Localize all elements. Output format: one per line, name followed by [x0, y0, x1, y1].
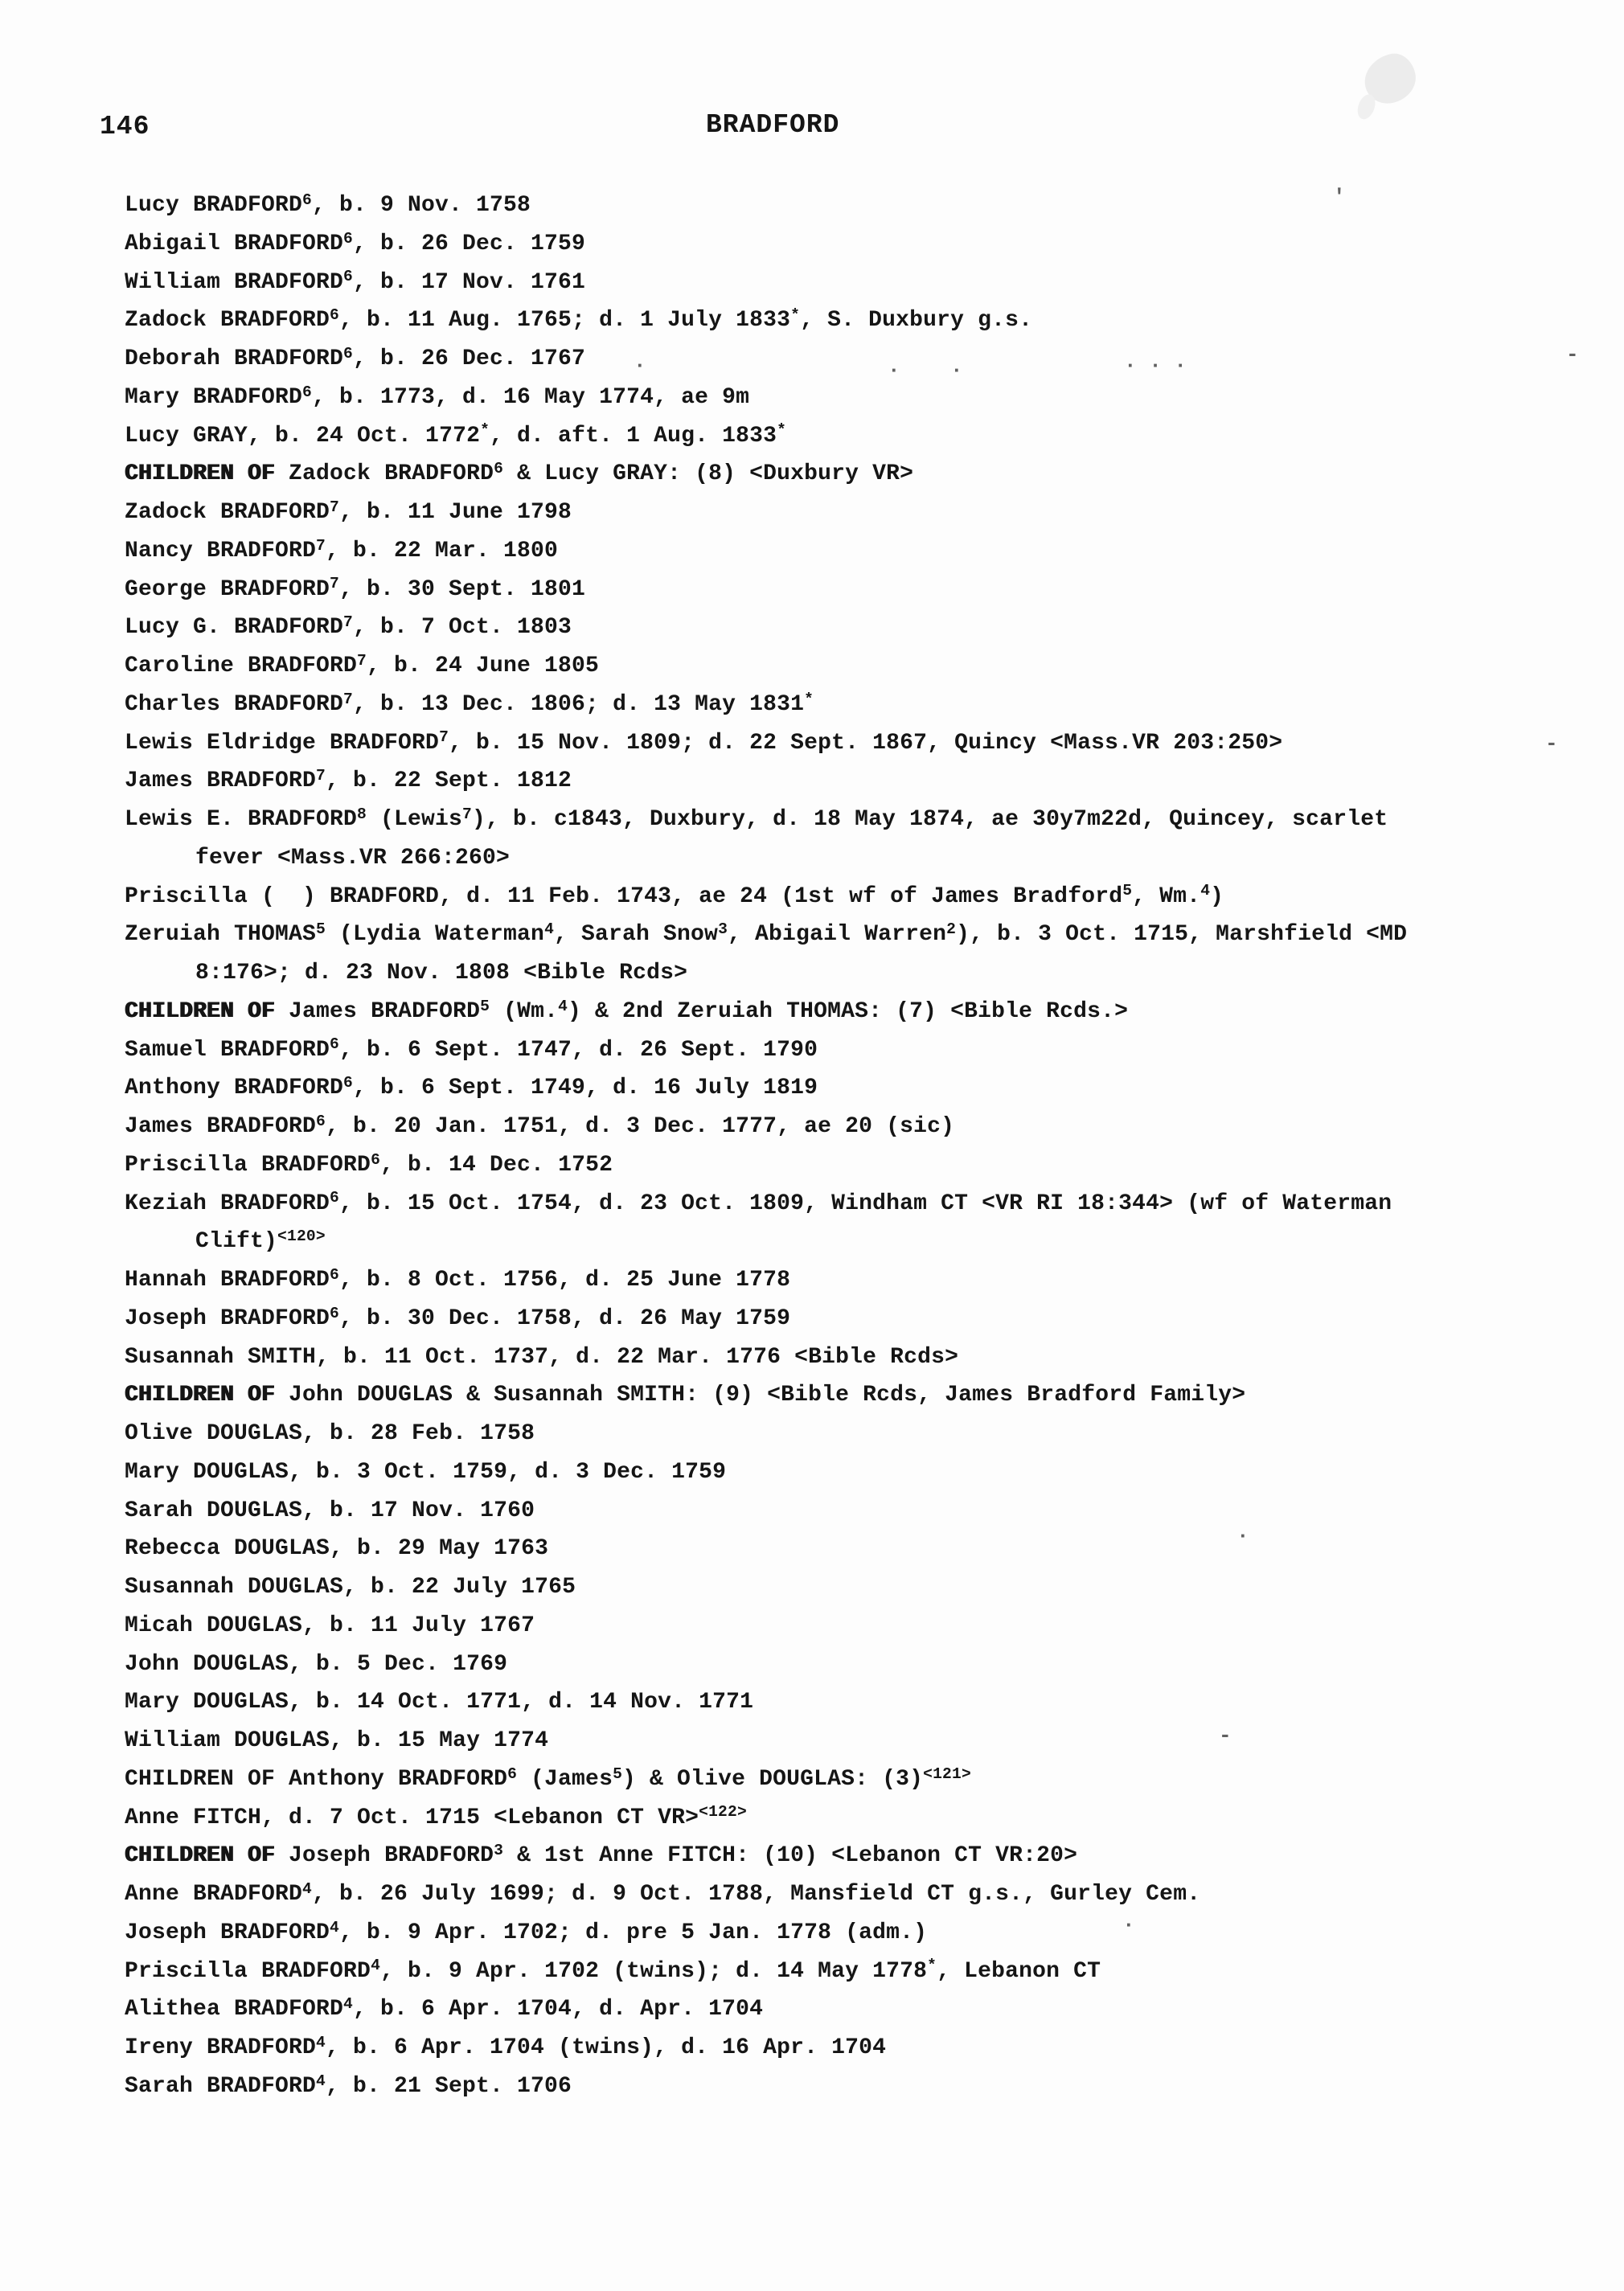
genealogy-entry: Hannah BRADFORD$^6$, b. 8 Oct. 1756, d. 25 June 1778 [125, 1265, 791, 1293]
generation-superscript: 6 [316, 1112, 326, 1130]
genealogy-entry: Lewis E. BRADFORD$^8$ (Lewis$^7$), b. c1843, Duxbury, d. 18 May 1874, ae 30y7m22d, Quincey, scarlet [125, 805, 1388, 832]
generation-superscript: * [804, 690, 814, 708]
children-heading: CHILDREN OF Anthony BRADFORD$^6$ (James$^5$) & Olive DOUGLAS: $(3)^{<121>}$ [125, 1764, 971, 1792]
generation-superscript: 7 [357, 651, 367, 670]
generation-superscript: 8 [357, 805, 367, 823]
genealogy-entry: Abigail BRADFORD$^6$, b. 26 Dec. 1759 [125, 229, 586, 256]
genealogy-entry: fever <Mass.VR 266:260> [195, 845, 511, 871]
genealogy-entry: Mary DOUGLAS, b. 14 Oct. 1771, d. 14 Nov. 1771 [125, 1690, 754, 1715]
genealogy-entry: Zadock BRADFORD$^7$, b. 11 June 1798 [125, 498, 572, 525]
genealogy-entry: Zadock BRADFORD$^6$, b. 11 Aug. 1765; d. 1 July 1833*, S. Duxbury g.s. [125, 306, 1033, 334]
scan-artifact: · [888, 359, 900, 383]
genealogy-entry: John DOUGLAS, b. 5 Dec. 1769 [125, 1651, 508, 1677]
genealogy-entry: Samuel BRADFORD$^6$, b. 6 Sept. 1747, d. 26 Sept. 1790 [125, 1035, 818, 1063]
generation-superscript: 6 [343, 344, 354, 363]
genealogy-entry: William DOUGLAS, b. 15 May 1774 [125, 1728, 549, 1753]
genealogy-entry: James BRADFORD$^7$, b. 22 Sept. 1812 [125, 767, 572, 794]
generation-superscript: 6 [371, 1150, 381, 1169]
scan-artifact: · · · [1124, 354, 1187, 378]
generation-superscript: 6 [330, 1035, 340, 1054]
genealogy-entry: Charles BRADFORD$^7$, b. 13 Dec. 1806; d. 13 May 1831* [125, 690, 814, 717]
genealogy-entry: Lucy G. BRADFORD$^7$, b. 7 Oct. 1803 [125, 613, 572, 641]
page-number: 146 [100, 112, 150, 141]
genealogy-entry: Deborah BRADFORD$^6$, b. 26 Dec. 1767 [125, 344, 586, 371]
generation-superscript: 4 [1200, 882, 1211, 900]
genealogy-entry: Anthony BRADFORD$^6$, b. 6 Sept. 1749, d. 16 July 1819 [125, 1074, 818, 1101]
generation-superscript: 3 [718, 920, 728, 939]
generation-superscript: 6 [494, 460, 504, 478]
generation-superscript: 4 [371, 1957, 381, 1975]
scan-artifact: · [634, 354, 646, 378]
generation-superscript: <120> [277, 1227, 326, 1246]
genealogy-entry: Olive DOUGLAS, b. 28 Feb. 1758 [125, 1421, 535, 1446]
children-of-label: CHILDREN OF [125, 1843, 289, 1869]
children-of-label: CHILDREN OF [125, 1383, 289, 1408]
genealogy-entry: Keziah BRADFORD$^6$, b. 15 Oct. 1754, d. 23 Oct. 1809, Windham CT <VR RI 18:344> (wf of Waterman [125, 1189, 1392, 1216]
genealogy-entry: Mary BRADFORD$^6$, b. 1773, d. 16 May 1774, ae 9m [125, 383, 750, 410]
generation-superscript: 4 [302, 1879, 313, 1898]
generation-superscript: 5 [316, 920, 326, 939]
generation-superscript: 7 [343, 613, 354, 632]
genealogy-entry-list [125, 186, 1588, 2106]
scan-artifact: · [950, 359, 963, 383]
generation-superscript: 7 [330, 498, 340, 516]
generation-superscript: 7 [343, 690, 354, 708]
generation-superscript: 6 [343, 268, 354, 286]
scan-artifact: · [1122, 1913, 1135, 1937]
generation-superscript: 6 [343, 1074, 354, 1092]
generation-superscript: 3 [494, 1842, 504, 1860]
scan-artifact: - [1545, 732, 1558, 756]
generation-superscript: 7 [462, 805, 473, 823]
genealogy-entry: Priscilla ( ) BRADFORD, d. 11 Feb. 1743, ae 24 (1st wf of James Bradford$^5$, Wm.$^4$) [125, 882, 1224, 909]
genealogy-entry: Joseph BRADFORD$^4$, b. 9 Apr. 1702; d. pre 5 Jan. 1778 (adm.) [125, 1918, 928, 1945]
generation-superscript: 6 [330, 1304, 340, 1322]
genealogy-entry: Priscilla BRADFORD$^6$, b. 14 Dec. 1752 [125, 1150, 613, 1178]
genealogy-entry: Lucy BRADFORD$^6$, b. 9 Nov. 1758 [125, 191, 531, 218]
children-heading: CHILDREN OF James BRADFORD$^5$ (Wm.$^4$) & 2nd Zeruiah THOMAS: (7) <Bible Rcds.> [125, 997, 1129, 1024]
generation-superscript: 6 [330, 1189, 340, 1207]
generation-superscript: 4 [330, 1918, 340, 1936]
generation-superscript: 6 [343, 229, 354, 248]
generation-superscript: 7 [439, 728, 449, 747]
genealogy-entry: Anne BRADFORD$^4$, b. 26 July 1699; d. 9 Oct. 1788, Mansfield CT g.s., Gurley Cem. [125, 1879, 1201, 1907]
children-of-label: CHILDREN OF [125, 461, 289, 487]
running-head-title: BRADFORD [706, 110, 840, 140]
generation-superscript: 4 [558, 997, 568, 1015]
genealogy-entry: Lewis Eldridge BRADFORD$^7$, b. 15 Nov. 1809; d. 22 Sept. 1867, Quincy <Mass.VR 203:250> [125, 728, 1283, 756]
genealogy-entry: Priscilla BRADFORD$^4$, b. 9 Apr. 1702 (twins); d. 14 May 1778*, Lebanon CT [125, 1957, 1101, 1984]
generation-superscript: * [790, 306, 801, 325]
genealogy-entry: Sarah BRADFORD$^4$, b. 21 Sept. 1706 [125, 2072, 572, 2099]
children-heading: CHILDREN OF John DOUGLAS & Susannah SMITH: (9) <Bible Rcds, James Bradford Family> [125, 1383, 1246, 1408]
children-of-label: CHILDREN OF [125, 998, 289, 1024]
generation-superscript: * [777, 421, 787, 440]
genealogy-entry: Susannah DOUGLAS, b. 22 July 1765 [125, 1575, 576, 1600]
generation-superscript: <122> [699, 1803, 747, 1822]
genealogy-entry: Anne FITCH, d. 7 Oct. 1715 <Lebanon CT VR>$^{<122>}$ [125, 1803, 747, 1830]
genealogy-entry: 8:176>; d. 23 Nov. 1808 <Bible Rcds> [195, 961, 688, 986]
scan-smudge-mark [1359, 50, 1420, 108]
generation-superscript: <121> [923, 1764, 971, 1783]
genealogy-entry: Joseph BRADFORD$^6$, b. 30 Dec. 1758, d. 26 May 1759 [125, 1304, 791, 1331]
generation-superscript: 6 [330, 1265, 340, 1284]
children-heading: CHILDREN OF Zadock BRADFORD$^6$ & Lucy GRAY: (8) <Duxbury VR> [125, 460, 914, 487]
genealogy-entry: Zeruiah THOMAS$^5$ (Lydia Waterman$^4$, Sarah Snow$^3$, Abigail Warren$^2$), b. 3 Oct. 1715, Marshfield <MD [125, 920, 1408, 948]
generation-superscript: 2 [946, 920, 957, 939]
generation-superscript: 7 [316, 536, 326, 555]
genealogy-entry: Sarah DOUGLAS, b. 17 Nov. 1760 [125, 1498, 535, 1523]
generation-superscript: 6 [302, 383, 313, 401]
generation-superscript: 4 [343, 1995, 354, 2014]
generation-superscript: 7 [330, 575, 340, 593]
genealogy-entry: Susannah SMITH, b. 11 Oct. 1737, d. 22 Mar. 1776 <Bible Rcds> [125, 1344, 959, 1370]
scan-artifact: - [1566, 342, 1579, 367]
scan-artifact: ' [1333, 185, 1346, 209]
genealogy-entry: James BRADFORD$^6$, b. 20 Jan. 1751, d. 3 Dec. 1777, ae 20 (sic) [125, 1112, 955, 1139]
generation-superscript: 5 [1122, 882, 1133, 900]
genealogy-entry: Ireny BRADFORD$^4$, b. 6 Apr. 1704 (twins), d. 16 Apr. 1704 [125, 2033, 887, 2060]
genealogy-entry: William BRADFORD$^6$, b. 17 Nov. 1761 [125, 268, 586, 295]
genealogy-entry: Alithea BRADFORD$^4$, b. 6 Apr. 1704, d. Apr. 1704 [125, 1995, 764, 2023]
genealogy-entry: Clift)$^{<120>}$ [195, 1227, 326, 1255]
genealogy-entry: Nancy BRADFORD$^7$, b. 22 Mar. 1800 [125, 536, 559, 564]
genealogy-entry: Rebecca DOUGLAS, b. 29 May 1763 [125, 1536, 549, 1562]
genealogy-entry: Lucy GRAY, b. 24 Oct. 1772*, d. aft. 1 Aug. 1833* [125, 421, 787, 449]
generation-superscript: 4 [316, 2033, 326, 2051]
scan-artifact: - [1219, 1723, 1232, 1748]
generation-superscript: 6 [330, 306, 340, 325]
generation-superscript: 4 [316, 2072, 326, 2090]
genealogy-entry: Mary DOUGLAS, b. 3 Oct. 1759, d. 3 Dec. 1759 [125, 1459, 727, 1485]
generation-superscript: 6 [302, 191, 313, 209]
generation-superscript: * [480, 421, 490, 440]
generation-superscript: * [927, 1957, 937, 1975]
generation-superscript: 4 [544, 920, 555, 939]
generation-superscript: 6 [507, 1764, 518, 1783]
genealogy-entry: George BRADFORD$^7$, b. 30 Sept. 1801 [125, 575, 586, 602]
children-heading: CHILDREN OF Joseph BRADFORD$^3$ & 1st Anne FITCH: (10) <Lebanon CT VR:20> [125, 1842, 1078, 1869]
scan-artifact: · [1236, 1524, 1249, 1548]
generation-superscript: 5 [613, 1764, 623, 1783]
genealogy-entry: Caroline BRADFORD$^7$, b. 24 June 1805 [125, 651, 600, 678]
genealogy-entry: Micah DOUGLAS, b. 11 July 1767 [125, 1613, 535, 1638]
generation-superscript: 5 [480, 997, 490, 1015]
generation-superscript: 7 [316, 767, 326, 785]
